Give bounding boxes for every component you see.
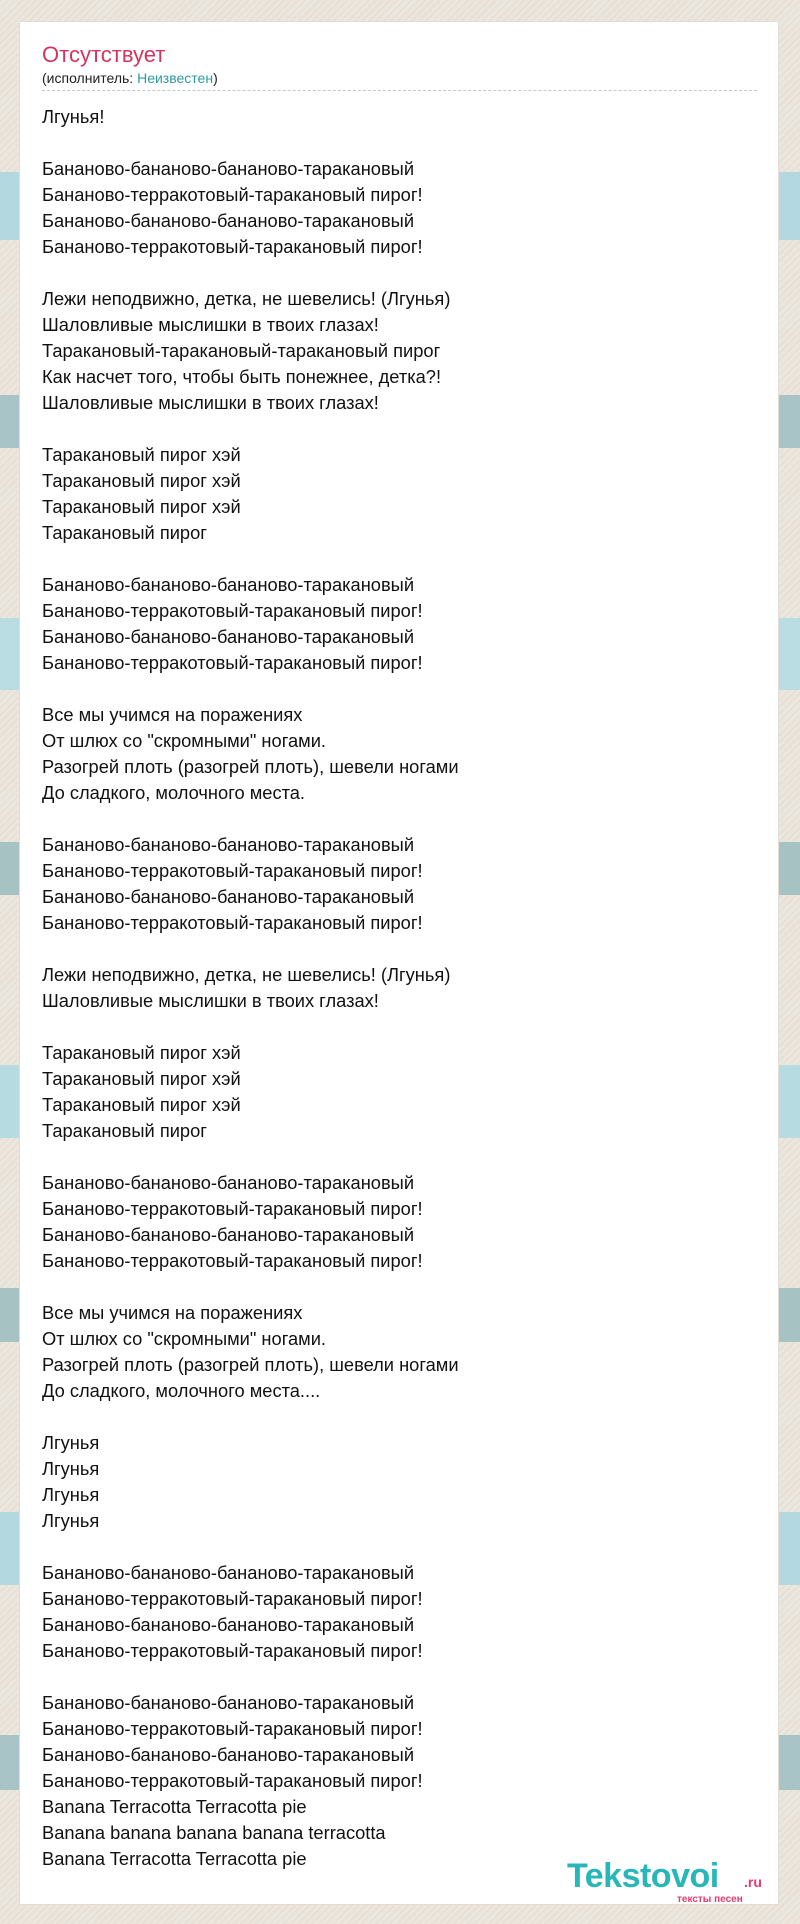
artist-link[interactable]: Неизвестен bbox=[137, 70, 214, 86]
lyrics-text: Лгунья! Бананово-бананово-бананово-таракановый Бананово-терракотовый-таракановый пирог! Бананово-бананово-бананово-таракановый Бананово-терракотовый-таракановый пирог! Лежи неподвижно, детка, не шевелись! (Лгунья) Шаловливые мыслишки в твоих глазах! Таракановый-таракановый-таракановый пирог Как насчет того, чтобы быть понежнее, детка?! Шаловливые мыслишки в твоих глазах! Таракановый пирог хэй Таракановый пирог хэй Таракановый пирог хэй Таракановый пирог Бананово-бананово-бананово-таракановый Бананово-терракотовый-таракановый пирог! Бананово-бананово-бананово-таракановый Бананово-терракотовый-таракановый пирог! Все мы учимся на поражениях От шлюх со "скромными" ногами. Разогрей плоть (разогрей плоть), шевели ногами До сладкого, молочного места. Бананово-бананово-бананово-таракановый Бананово-терракотовый-таракановый пирог! Бананово-бананово-бананово-таракановый Бананово-терракотовый-таракановый пирог! Лежи неподвижно, детка, не шевелись! (Лгунья) Шаловливые мыслишки в твоих глазах! Таракановый пирог хэй Таракановый пирог хэй Таракановый пирог хэй Таракановый пирог Бананово-бананово-бананово-таракановый Бананово-терракотовый-таракановый пирог! Бананово-бананово-бананово-таракановый Бананово-терракотовый-таракановый пирог! Все мы учимся на поражениях От шлюх со "скромными" ногами. Разогрей плоть (разогрей плоть), шевели ногами До сладкого, молочного места.... Лгунья Лгунья Лгунья Лгунья Бананово-бананово-бананово-таракановый Бананово-терракотовый-таракановый пирог! Бананово-бананово-бананово-таракановый Бананово-терракотовый-таракановый пирог! Бананово-бананово-бананово-таракановый Бананово-терракотовый-таракановый пирог! Бананово-бананово-бананово-таракановый Бананово-терракотовый-таракановый пирог! Banana Terracotta Terracotta pie Banana banana banana banana terracotta Banana Terracotta Terracotta pie bbox=[42, 106, 459, 1869]
logo-tagline: тексты песен bbox=[677, 1894, 743, 1905]
song-title: Отсутствует bbox=[42, 42, 166, 67]
artist-prefix: (исполнитель: bbox=[42, 70, 138, 86]
artist-suffix: ) bbox=[213, 70, 218, 86]
song-header bbox=[42, 42, 757, 91]
artist-line bbox=[42, 68, 757, 88]
lyrics-card bbox=[20, 22, 778, 1904]
logo-domain: .ru bbox=[744, 1874, 762, 1890]
logo-wordmark: Tekstovoi bbox=[567, 1857, 719, 1895]
site-logo[interactable] bbox=[567, 1858, 767, 1908]
